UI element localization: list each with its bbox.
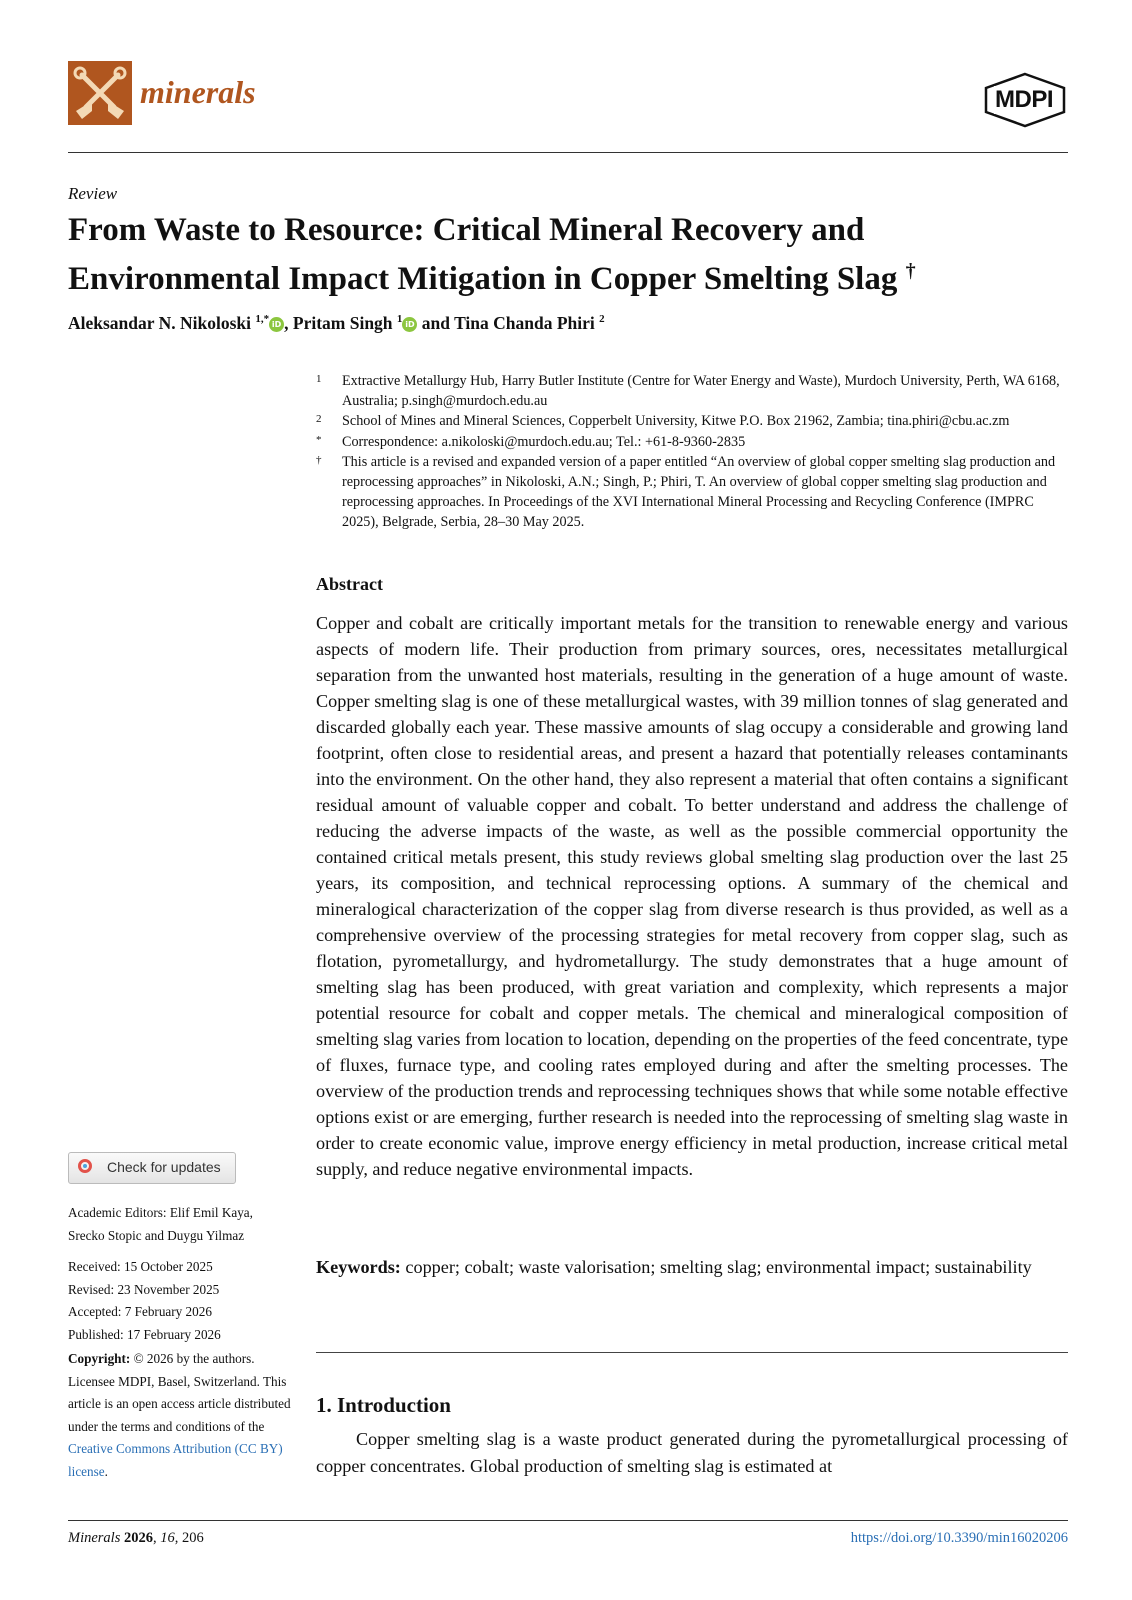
affiliation-mark: 2 [316, 413, 322, 426]
affiliation-text: Correspondence: a.nikoloski@murdoch.edu.au; Tel.: +61-8-9360-2835 [342, 433, 746, 450]
article-type: Review [68, 184, 118, 203]
copyright-label: Copyright: [68, 1351, 131, 1366]
article-title-text: From Waste to Resource: Critical Mineral Recovery and Environmental Impact Mitigation in Copper Smelting Slag [68, 212, 898, 297]
journal-name: minerals [140, 74, 256, 110]
crossed-shovels-icon [68, 61, 132, 125]
author-separator: and [417, 313, 455, 333]
academic-editors [68, 1202, 288, 1247]
affiliation-text: School of Mines and Mineral Sciences, Copperbelt University, Kitwe P.O. Box 21962, Zambia; tina.phiri@cbu.ac.zm [342, 413, 1010, 430]
affiliation-item [316, 371, 1068, 411]
footer-volume: 16 [160, 1530, 175, 1546]
date-revised: Revised: 23 November 2025 [68, 1281, 220, 1297]
date-received: Received: 15 October 2025 [68, 1259, 213, 1274]
check-for-updates-label: Check for updates [107, 1159, 221, 1175]
update-check-icon [78, 1159, 92, 1173]
title-footnote-mark: † [905, 260, 916, 282]
author-name: Aleksandar N. Nikoloski [68, 313, 251, 333]
copyright-notice: Copyright: © 2026 by the authors. Licensee MDPI, Basel, Switzerland. This article is an open access article distributed under the terms and conditions of the Creative Commons Attribution (CC BY) license. [68, 1351, 291, 1479]
affiliation-item [316, 452, 1068, 533]
author-affiliation-mark: 1 [396, 313, 403, 326]
author-affiliation-mark: 1,* [255, 313, 270, 326]
editors-label: Academic Editors: [68, 1205, 170, 1220]
affiliation-mark: 1 [316, 373, 322, 385]
affiliations [316, 371, 1068, 533]
footer-divider [68, 1520, 1068, 1521]
author-affiliation-mark: 2 [599, 313, 605, 326]
orcid-icon[interactable]: iD [269, 317, 284, 332]
publisher-name: MDPI [995, 86, 1053, 113]
author-list [68, 313, 605, 334]
date-published: Published: 17 February 2026 [68, 1326, 221, 1342]
affiliation-mark: * [316, 433, 322, 446]
journal-logo [68, 61, 132, 125]
license-link[interactable]: Creative Commons Attribution (CC BY) license [68, 1441, 283, 1479]
footer-citation: Minerals 2026, 16, 206 [68, 1530, 204, 1546]
doi-link[interactable]: https://doi.org/10.3390/min16020206 [850, 1530, 1068, 1546]
affiliation-mark: † [316, 453, 322, 466]
author-name: Pritam Singh [292, 313, 393, 333]
keywords-text: copper; cobalt; waste valorisation; smelting slag; environmental impact; sustainability [405, 1257, 1032, 1277]
affiliation-text: Extractive Metallurgy Hub, Harry Butler Institute (Centre for Water Energy and Waste), Murdoch University, Perth, WA 6168, Australia; p.singh@murdoch.edu.au [342, 373, 1060, 410]
header-divider [68, 152, 1068, 153]
orcid-icon[interactable]: iD [402, 317, 417, 332]
article-title [68, 210, 1068, 300]
author-separator: , [284, 313, 293, 333]
introduction-paragraph: Copper smelting slag is a waste product generated during the pyrometallurgical processing of copper concentrates. Global production of smelting slag is estimated at [316, 1429, 1068, 1476]
footer-article-number: 206 [181, 1530, 204, 1546]
affiliation-item [316, 411, 1068, 431]
date-accepted: Accepted: 7 February 2026 [68, 1304, 212, 1319]
check-for-updates-button[interactable] [68, 1152, 236, 1184]
footer-year: 2026 [123, 1530, 153, 1546]
copyright-text: © 2026 by the authors. Licensee MDPI, Basel, Switzerland. This article is an open access article distributed under the terms and conditions of the [68, 1351, 291, 1434]
footer-journal: Minerals [68, 1530, 121, 1546]
keywords-label: Keywords: [316, 1257, 401, 1277]
introduction-text [316, 1426, 1068, 1479]
section-heading-introduction: 1. Introduction [316, 1393, 451, 1417]
author-name: Tina Chanda Phiri [454, 313, 595, 333]
abstract-text: Copper and cobalt are critically important metals for the transition to renewable energy and various aspects of modern life. Their production from primary sources, ores, necessitates metallurgical separation from the unwanted host materials, resulting in the generation of a huge amount of waste. Copper smelting slag is one of these metallurgical wastes, with 39 million tonnes of slag generated and discarded globally each year. These massive amounts of slag occupy a considerable and growing land footprint, often close to residential areas, and present a hazard that potentially releases contaminants into the environment. On the other hand, they also represent a material that often contains a significant residual amount of valuable copper and cobalt. To better understand and address the challenge of reducing the adverse impacts of the waste, as well as the possible commercial opportunity the contained critical metals present, this study reviews global smelting slag production over the last 25 years, its composition, and technical reprocessing options. A summary of the chemical and mineralogical characterization of the copper slag from diverse research is thus provided, as well as a comprehensive overview of the processing strategies for metal recovery from copper slag, such as flotation, pyrometallurgy, and hydrometallurgy. The study demonstrates that a huge amount of smelting slag has been produced, with great variation and complexity, which represents a major potential resource for cobalt and copper metals. The chemical and mineralogical composition of smelting slag varies from location to location, depending on the properties of the feed concentrate, type of fluxes, furnace type, and cooling rates employed during and after the smelting processes. The overview of the production trends and reprocessing techniques shows that while some notable effective options exist or are emerging, further research is needed into the reprocessing of smelting slag waste in order to create economic value, improve energy efficiency in metal production, increase critical metal supply, and reduce negative environmental impacts. [316, 613, 1069, 1179]
affiliation-item [316, 432, 1068, 452]
affiliation-text: This article is a revised and expanded version of a paper entitled “An overview of global copper smelting slag production and reprocessing approaches” in Nikoloski, A.N.; Singh, P.; Phiri, T. An overview of global copper smelting slag production and reprocessing approaches. In Proceedings of the XVI International Mineral Processing and Recycling Conference (IMPRC 2025), Belgrade, Serbia, 28–30 May 2025. [342, 453, 1056, 531]
section-divider [316, 1352, 1068, 1353]
publisher-logo [982, 72, 1068, 128]
keywords [316, 1254, 1068, 1280]
editors-names: Elif Emil Kaya, Srecko Stopic and Duygu Yilmaz [68, 1205, 253, 1243]
abstract-heading: Abstract [316, 574, 383, 594]
publication-dates [68, 1256, 288, 1346]
